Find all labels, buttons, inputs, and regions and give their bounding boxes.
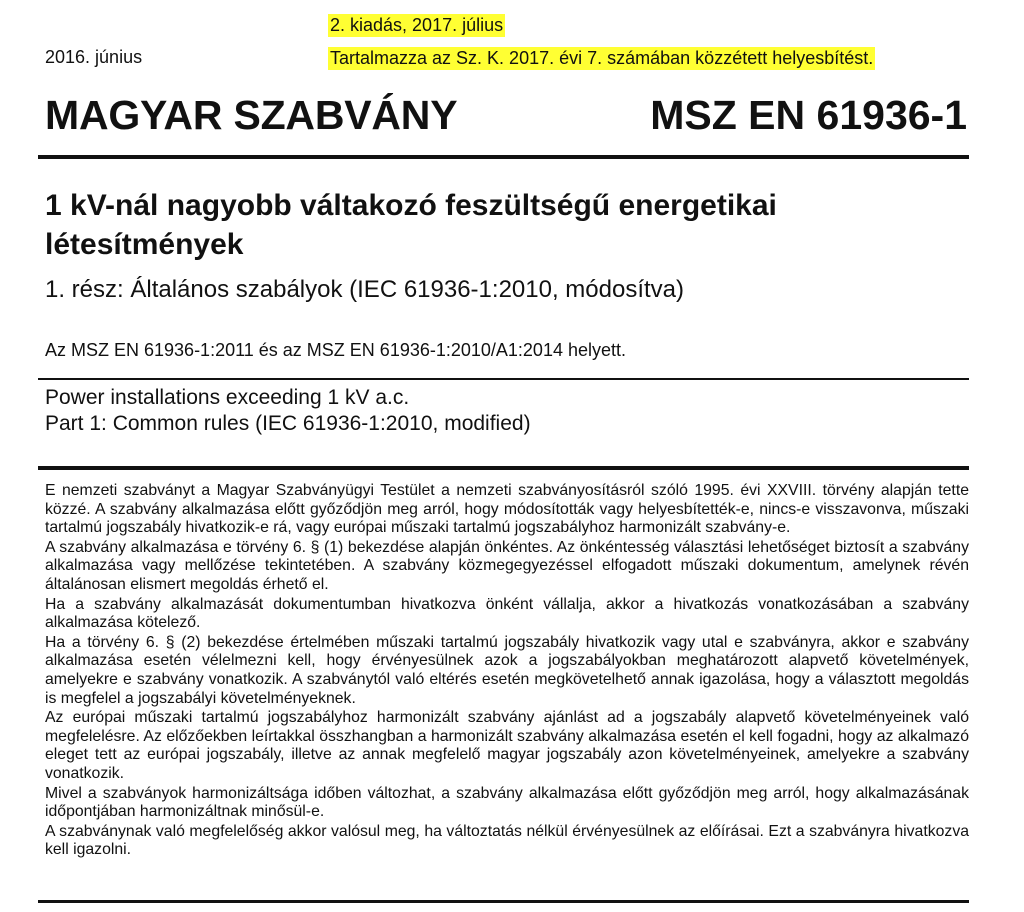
notice-paragraph: A szabvány alkalmazása e törvény 6. § (1) bekezdése alapján önkéntes. Az önkéntesség választási lehetőséget biztosít a szabvány alkalmazása vagy mellőzése tekintetében. A szabvány közmegegyezéssel elfogadott műszaki dokumentum, amelynek révén általánosan elismert megoldás érhető el.: [45, 538, 969, 593]
replaces-note: Az MSZ EN 61936-1:2011 és az MSZ EN 61936-1:2010/A1:2014 helyett.: [45, 340, 627, 360]
edition-label: 2. kiadás, 2017. július: [330, 15, 504, 35]
notice-paragraph: A szabványnak való megfelelőség akkor valósul meg, ha változtatás nélkül érvényesülnek az előírásai. Ezt a szabványra hivatkozva kell igazolni.: [45, 822, 969, 859]
notice-paragraph: E nemzeti szabványt a Magyar Szabványügyi Testület a nemzeti szabványosításról szóló 1995. évi XXVIII. törvény alapján tette közzé. A szabvány alkalmazása előtt győződjön meg arról, hogy módosították vagy helyesbítették-e, nincs-e visszavonva, műszaki tartalmú jogszabály hivatkozik-e rá, vagy európai műszaki tartalmú jogszabályhoz harmonizált szabvány-e.: [45, 482, 969, 537]
header-rule: [38, 155, 969, 159]
divider-rule: [38, 378, 969, 380]
standard-brand: MAGYAR SZABVÁNY: [45, 92, 458, 138]
document-subtitle: 1. rész: Általános szabályok (IEC 61936-1:2010, módosítva): [45, 276, 684, 303]
publication-date: 2016. június: [45, 47, 143, 67]
document-title: 1 kV-nál nagyobb váltakozó feszültségű energetikai létesítmények: [45, 189, 777, 261]
english-title: Power installations exceeding 1 kV a.c.: [45, 386, 410, 409]
english-subtitle: Part 1: Common rules (IEC 61936-1:2010, modified): [45, 412, 531, 435]
legal-notice: [45, 482, 969, 861]
footer-rule: [38, 900, 969, 903]
notice-paragraph: Mivel a szabványok harmonizáltsága időben változhat, a szabvány alkalmazása előtt győződjön meg arról, hogy alkalmazásának időpontjában harmonizáltnak minősül-e.: [45, 784, 969, 821]
notice-paragraph: Ha a törvény 6. § (2) bekezdése értelmében műszaki tartalmú jogszabály hivatkozik vagy utal e szabványra, akkor e szabvány alkalmazása esetén vélelmezni kell, hogy érvényesülnek azok a jogszabályokban meghatározott alapvető követelmények, amelyekre e szabvány vonatkozik. A szabványtól való eltérés esetén megkövetelhető annak igazolása, hogy a választott megoldás is megfelel a jogszabályi követelményeknek.: [45, 633, 969, 707]
correction-note: Tartalmazza az Sz. K. 2017. évi 7. számában közzétett helyesbítést.: [330, 48, 874, 68]
notice-paragraph: Az európai műszaki tartalmú jogszabályhoz harmonizált szabvány ajánlást ad a jogszabály alapvető követelményeinek való megfelelésre. Az előzőekben leírtakkal összhangban a harmonizált szabvány alkalmazása esetén el kell fogadni, hogy az alkalmazó eleget tett az európai jogszabály, illetve az annak megfelelő magyar jogszabály azon követelményeinek, amelyekre a szabvány vonatkozik.: [45, 709, 969, 782]
section-rule: [38, 466, 969, 470]
standard-number: MSZ EN 61936-1: [650, 92, 967, 138]
notice-paragraph: Ha a szabvány alkalmazását dokumentumban hivatkozva önként vállalja, akkor a hivatkozás vonatkozásában a szabvány alkalmazása kötelező.: [45, 595, 969, 632]
